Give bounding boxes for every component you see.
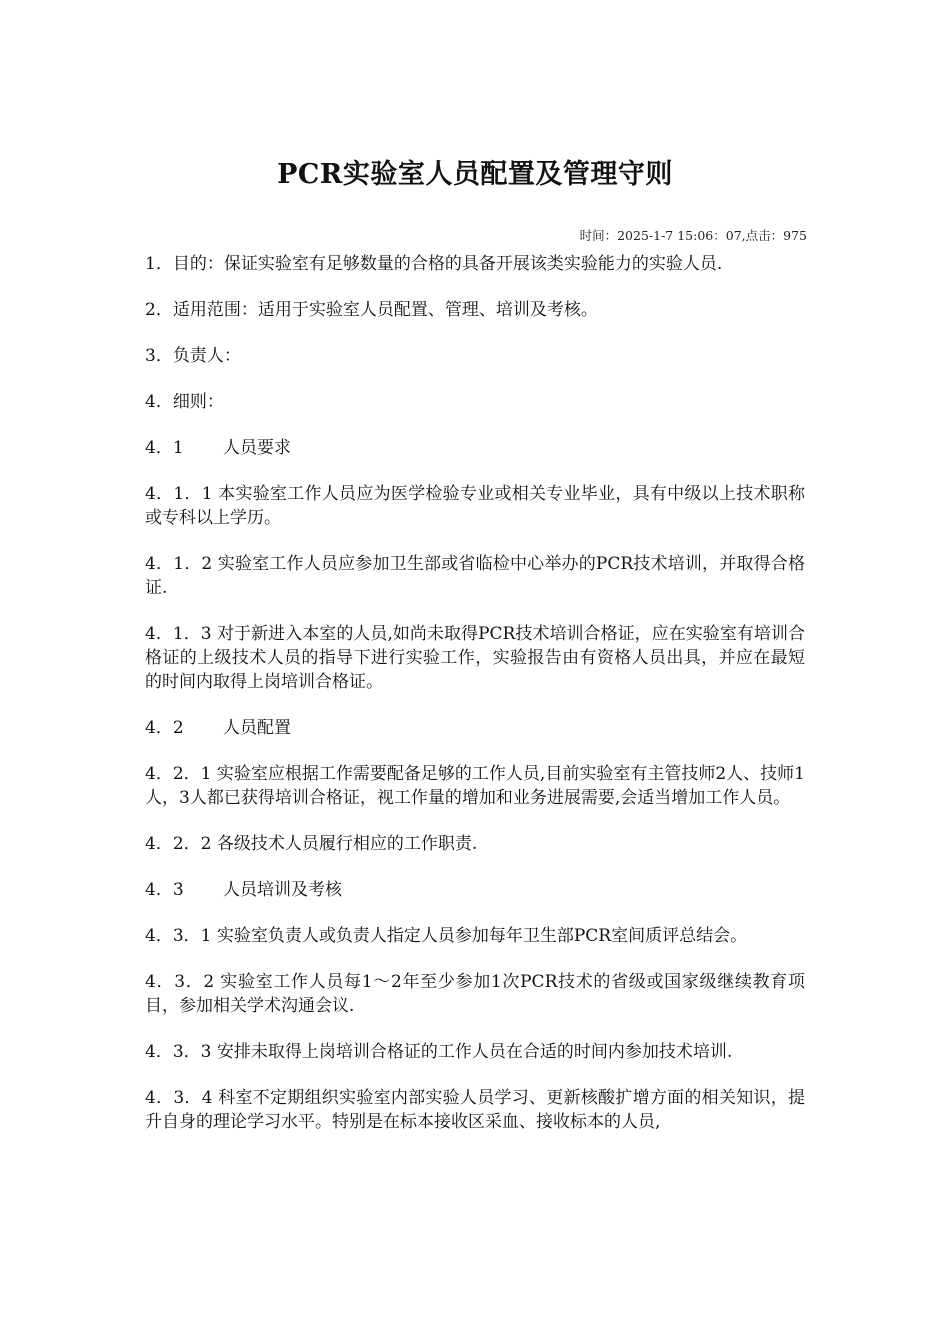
- section-heading-requirements: 4．1 人员要求: [145, 438, 292, 458]
- paragraph-4-2-1: 4．2．1 实验室应根据工作需要配备足够的工作人员,目前实验室有主管技师2人、技师1人，3人都已获得培训合格证，视工作量的增加和业务进展需要,会适当增加工作人员。: [145, 764, 805, 808]
- paragraph-responsible: 3．负责人：: [145, 346, 241, 366]
- paragraph-4-2-2: 4．2．2 各级技术人员履行相应的工作职责.: [145, 834, 478, 854]
- paragraph-4-1-3: 4．1．3 对于新进入本室的人员,如尚未取得PCR技术培训合格证，应在实验室有培训合格证的上级技术人员的指导下进行实验工作，实验报告由有资格人员出具，并应在最短的时间内取得上岗培训合格证。: [145, 624, 805, 692]
- paragraph-4-3-1: 4．3．1 实验室负责人或负责人指定人员参加每年卫生部PCR室间质评总结会。: [145, 926, 748, 946]
- paragraph-4-3-2: 4．3．2 实验室工作人员每1～2年至少参加1次PCR技术的省级或国家级继续教育项目，参加相关学术沟通会议.: [145, 972, 805, 1016]
- document-meta: 时间：2025-1-7 15:06：07,点击：975: [579, 228, 807, 243]
- paragraph-rules: 4．细则：: [145, 392, 224, 412]
- paragraph-4-1-1: 4．1．1 本实验室工作人员应为医学检验专业或相关专业毕业，具有中级以上技术职称或专科以上学历。: [145, 484, 805, 528]
- document-body: [145, 252, 805, 1156]
- paragraph-scope: 2．适用范围：适用于实验室人员配置、管理、培训及考核。: [145, 300, 598, 320]
- paragraph-4-1-2: 4．1．2 实验室工作人员应参加卫生部或省临检中心举办的PCR技术培训，并取得合格证.: [145, 554, 805, 598]
- paragraph-4-3-3: 4．3．3 安排未取得上岗培训合格证的工作人员在合适的时间内参加技术培训.: [145, 1042, 733, 1062]
- section-heading-training: 4．3 人员培训及考核: [145, 880, 343, 900]
- document-title: PCR实验室人员配置及管理守则: [277, 159, 673, 190]
- section-heading-staffing: 4．2 人员配置: [145, 718, 292, 738]
- paragraph-4-3-4: 4．3．4 科室不定期组织实验室内部实验人员学习、更新核酸扩增方面的相关知识，提升自身的理论学习水平。特别是在标本接收区采血、接收标本的人员,: [145, 1088, 805, 1132]
- paragraph-purpose: 1．目的：保证实验室有足够数量的合格的具备开展该类实验能力的实验人员.: [145, 254, 723, 274]
